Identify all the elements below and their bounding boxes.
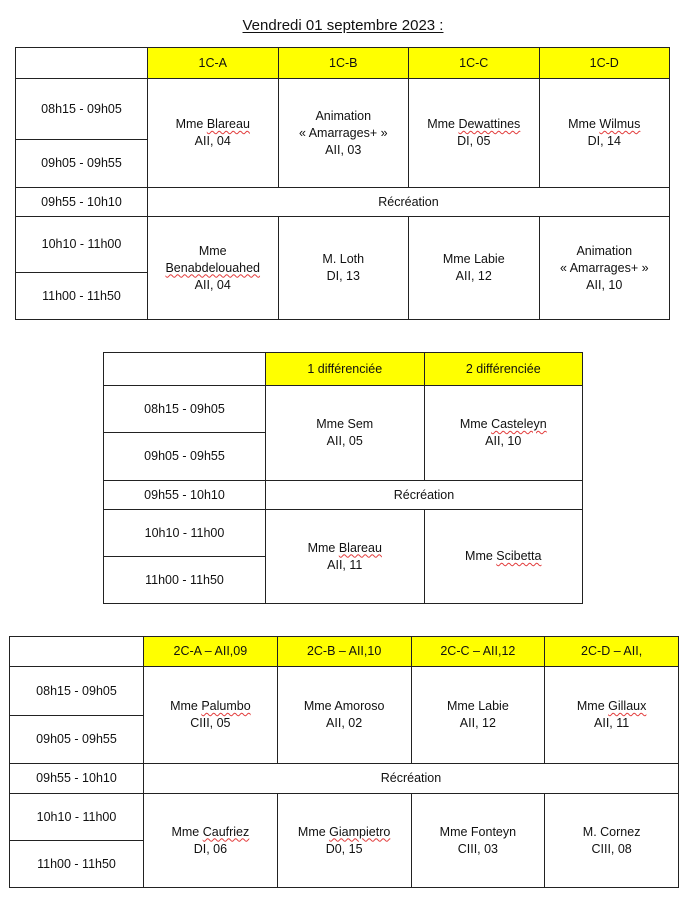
course-cell <box>409 79 540 188</box>
time-slot: 09h05 - 09h55 <box>10 716 144 764</box>
room-code: DI, 05 <box>457 134 491 148</box>
course-cell <box>278 217 409 320</box>
room-code: AII, 12 <box>459 716 496 730</box>
class-header: 2 différenciée <box>424 353 583 386</box>
corner-cell <box>16 48 148 79</box>
schedule-table-1c <box>15 47 670 320</box>
teacher-name: Mme Sem <box>316 417 374 431</box>
teacher-name: Mme Palumbo <box>170 699 251 713</box>
time-slot: 11h00 - 11h50 <box>10 841 144 888</box>
teacher-name: Mme Caufriez <box>171 824 250 839</box>
time-slot: 08h15 - 09h05 <box>16 79 148 140</box>
room-code: AII, 10 <box>586 277 623 292</box>
course-cell <box>277 667 411 764</box>
course-cell <box>148 79 279 188</box>
room-code: D0, 15 <box>325 841 363 856</box>
room-code: DI, 06 <box>193 841 228 856</box>
course-cell <box>424 386 583 481</box>
room-code: AII, 04 <box>194 134 231 148</box>
course-cell <box>266 386 425 481</box>
room-code: DI, 13 <box>326 269 360 283</box>
teacher-name: Mme Blareau <box>175 117 250 131</box>
time-slot: 09h55 - 10h10 <box>104 481 266 510</box>
class-header: 2C-A – AII,09 <box>144 637 278 667</box>
recess-row: Récréation <box>266 481 583 510</box>
class-header: 2C-B – AII,10 <box>277 637 411 667</box>
recess-row: Récréation <box>144 764 679 794</box>
room-code: CIII, 03 <box>457 841 499 856</box>
class-header: 1 différenciée <box>266 353 425 386</box>
time-slot: 09h05 - 09h55 <box>16 140 148 188</box>
course-cell <box>411 794 545 888</box>
teacher-name: M. Cornez <box>582 824 641 839</box>
time-slot: 08h15 - 09h05 <box>10 667 144 716</box>
course-cell <box>148 217 279 320</box>
teacher-name: Mme Fonteyn <box>439 824 517 839</box>
course-cell <box>545 794 679 888</box>
time-slot: 09h05 - 09h55 <box>104 433 266 481</box>
room-code: AII, 11 <box>327 557 363 572</box>
course-cell <box>277 794 411 888</box>
time-slot: 08h15 - 09h05 <box>104 386 266 433</box>
corner-cell <box>104 353 266 386</box>
class-header: 2C-D – AII, <box>545 637 679 667</box>
page-title: Vendredi 01 septembre 2023 : <box>242 17 444 34</box>
class-header: 2C-C – AII,12 <box>411 637 545 667</box>
time-slot: 10h10 - 11h00 <box>16 217 148 273</box>
time-slot: 10h10 - 11h00 <box>10 794 144 841</box>
time-slot: 11h00 - 11h50 <box>104 557 266 604</box>
room-code: AII, 04 <box>194 277 231 292</box>
activity-name: Animation « Amarrages+ » <box>559 243 649 275</box>
schedule-table-2c <box>9 636 679 888</box>
course-cell <box>411 667 545 764</box>
course-cell <box>144 667 278 764</box>
teacher-name: Mme Labie <box>446 699 509 713</box>
class-header: 1C-A <box>148 48 279 79</box>
course-cell <box>144 794 278 888</box>
room-code: AII, 02 <box>326 716 363 730</box>
class-header: 1C-D <box>539 48 670 79</box>
time-slot: 10h10 - 11h00 <box>104 510 266 557</box>
teacher-name: Mme Dewattines <box>427 117 521 131</box>
teacher-name: Mme Blareau <box>307 540 382 555</box>
teacher-name: M. Loth <box>322 252 365 266</box>
teacher-name: Mme Giampietro <box>297 824 391 839</box>
teacher-name: Mme Gillaux <box>576 699 647 713</box>
class-header: 1C-B <box>278 48 409 79</box>
time-slot: 11h00 - 11h50 <box>16 273 148 320</box>
room-code: DI, 14 <box>587 134 621 148</box>
course-cell <box>539 79 670 188</box>
course-cell <box>424 510 583 604</box>
course-cell <box>539 217 670 320</box>
room-code: CIII, 05 <box>190 716 231 730</box>
teacher-name: Mme Wilmus <box>568 117 641 131</box>
teacher-name: Mme Labie <box>442 252 505 266</box>
room-code: AII, 12 <box>455 269 492 283</box>
corner-cell <box>10 637 144 667</box>
room-code: CIII, 08 <box>591 841 632 856</box>
teacher-name: Mme Benabdelouahed <box>165 243 261 275</box>
schedule-table-differenciee <box>103 352 583 604</box>
class-header: 1C-C <box>409 48 540 79</box>
room-code: AII, 03 <box>325 142 362 157</box>
course-cell <box>266 510 425 604</box>
teacher-name: Mme Casteleyn <box>459 417 547 431</box>
room-code: AII, 11 <box>594 716 630 730</box>
teacher-name: Mme Amoroso <box>303 699 385 713</box>
course-cell <box>278 79 409 188</box>
room-code: AII, 10 <box>485 434 522 448</box>
room-code: AII, 05 <box>326 434 363 448</box>
course-cell <box>545 667 679 764</box>
time-slot: 09h55 - 10h10 <box>16 188 148 217</box>
time-slot: 09h55 - 10h10 <box>10 764 144 794</box>
recess-row: Récréation <box>148 188 670 217</box>
activity-name: Animation « Amarrages+ » <box>298 108 388 140</box>
course-cell <box>409 217 540 320</box>
teacher-name: Mme Scibetta <box>465 549 542 563</box>
